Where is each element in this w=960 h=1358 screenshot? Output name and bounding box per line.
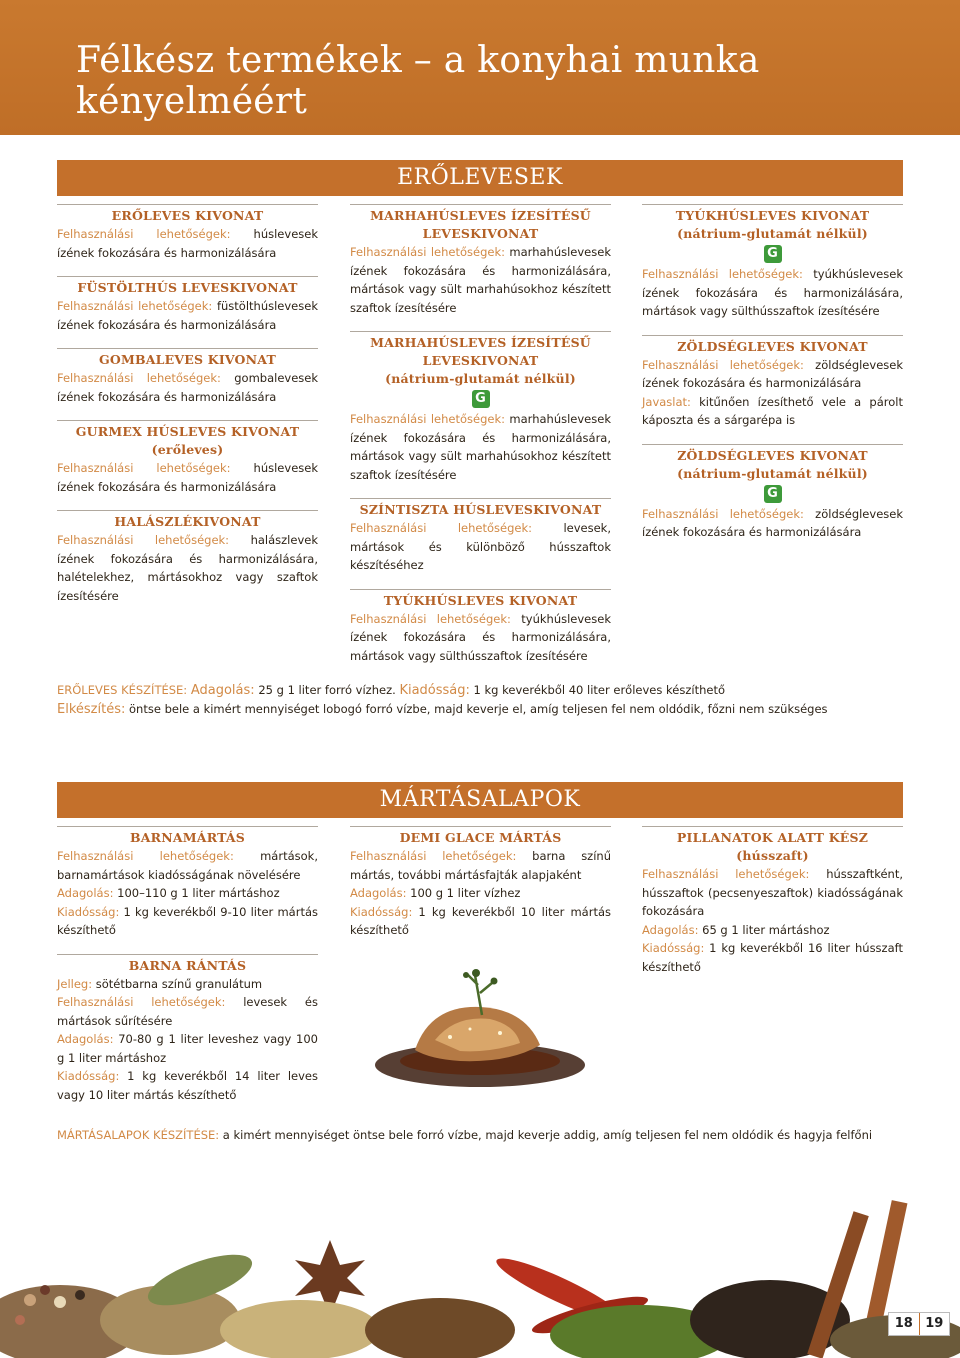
product-title [57,954,318,975]
page-number-right: 19 [925,1316,944,1331]
field-label: Kiadósság: [350,904,413,919]
field-label: Felhasználási lehetőségek: [642,506,804,521]
field-value: 1 kg keverékből 9-10 liter mártás készíthető [57,904,318,937]
product-description [350,243,611,317]
section-title: MÁRTÁSALAPOK [379,787,581,812]
product-title [57,204,318,225]
product-title-line: (hússzaft) [736,848,809,863]
product-description [350,610,611,666]
product-entry [57,276,318,334]
product-title-line: (nátrium-glutamát nélkül) [677,226,868,241]
product-entry [350,589,611,666]
field-value: 1 kg keverékből 14 liter leves vagy 10 liter mártás készíthető [57,1069,318,1102]
product-entry [350,498,611,575]
product-description [57,225,318,262]
preparation-note-eroleves [57,681,917,719]
note-text: a kimért mennyiséget öntse bele forró vízbe, majd keverje addig, amíg teljesen fel nem oldódik és hagyja felfőni [219,1128,873,1142]
product-title-line: FÜSTÖLTHÚS LEVESKIVONAT [77,280,298,295]
field-value: 100–110 g 1 liter mártáshoz [113,886,280,900]
product-title [642,826,903,865]
product-description [57,297,318,334]
product-title-line: MARHAHÚSLEVES ÍZESÍTÉSŰ [370,335,591,350]
product-title-line: (erőleves) [151,442,224,457]
product-title-line: SZÍNTISZTA HÚSLEVESKIVONAT [359,502,602,517]
product-title-line: ZÖLDSÉGLEVES KIVONAT [677,338,868,354]
field-label: Felhasználási lehetőségek: [642,267,803,281]
field-label: Felhasználási lehetőségek: [57,995,226,1009]
note-label: Adagolás: [190,683,255,698]
field-value: 1 kg keverékből 16 liter hússzaft készíthető [642,941,903,974]
field-label: Javaslat: [642,394,691,409]
product-description [350,519,611,575]
field-label: Jelleg: [57,976,93,991]
product-title-line: BARNA RÁNTÁS [128,957,247,973]
note-text: öntse bele a kimért mennyiséget lobogó forró vízbe, majd keverje el, amíg teljesen fel nem oldódik, főzni nem szükséges [125,702,828,716]
field-value: tyúkhúslevesek ízének fokozására és harmonizálására, mártások vagy sülthússzaftok ízesítésére [642,267,903,318]
column [57,826,318,1118]
field-label: Kiadósság: [57,904,120,919]
field-value: füstölthúslevesek ízének fokozására és harmonizálására [57,299,318,332]
product-title-line: MARHAHÚSLEVES ÍZESÍTÉSŰ [370,208,591,223]
section-band-eroleves [57,160,903,196]
product-title [57,826,318,847]
product-entry [642,444,903,542]
page-number-left: 18 [889,1313,920,1335]
field-value: marhahúslevesek ízének fokozására és harmonizálására, mártások vagy sült marhahúsokhoz készített szaftok ízesítésére [350,245,611,315]
field-value: levesek, mártások és különböző hússzaftok készítéséhez [350,521,611,572]
section-title: ERŐLEVESEK [397,165,563,190]
gluten-free-icon: G [472,390,490,408]
product-entry [57,348,318,406]
page-title: Félkész termékek – a konyhai munka kényelméért [76,40,760,122]
field-value: gombalevesek ízének fokozására és harmonizálására [57,371,318,404]
field-value: tyúkhúslevesek ízének fokozására és harmonizálására, mártások vagy sülthússzaftok ízesítésére [350,611,611,663]
dish-photo [360,945,600,1095]
product-title [642,335,903,356]
product-entry [642,204,903,321]
field-label: Adagolás: [350,886,407,900]
product-entry [350,826,611,940]
product-title-line: ERŐLEVES KIVONAT [111,208,264,223]
field-label: Felhasználási lehetőségek: [57,371,221,385]
field-value: halászlevek ízének fokozására és harmonizálására, halételekhez, mártásokhoz vagy szaftok ízesítésére [57,533,318,603]
product-description [642,505,903,542]
field-label: Felhasználási lehetőségek: [57,849,234,863]
field-value: 70-80 g 1 liter leveshez vagy 100 g 1 liter mártáshoz [57,1032,318,1065]
product-title-line: TYÚKHÚSLEVES KIVONAT [675,208,870,223]
gluten-free-icon: G [764,485,782,503]
product-entry [57,954,318,1105]
spices-photo [0,1150,960,1358]
product-title [57,276,318,297]
field-value: kitűnően ízesíthető vele a párolt káposzta és a sárgarépa is [642,394,903,427]
product-description [642,865,903,976]
product-title-line: LEVESKIVONAT [422,353,539,368]
field-label: Felhasználási lehetőségek: [57,533,230,547]
product-entry [57,204,318,262]
field-label: Felhasználási lehetőségek: [350,611,511,626]
field-label: Felhasználási lehetőségek: [57,461,231,475]
note-label: ERŐLEVES KÉSZÍTÉSE: [57,683,188,697]
product-title-line: GOMBALEVES KIVONAT [98,352,276,367]
field-value: levesek és mártások sűrítésére [57,995,318,1028]
field-label: Felhasználási lehetőségek: [350,521,532,535]
product-description [350,847,611,940]
product-title-line: LEVESKIVONAT [422,226,539,241]
product-title [350,589,611,610]
product-title [57,510,318,531]
product-title-line: HALÁSZLÉKIVONAT [114,514,261,529]
page-header [0,0,960,135]
field-label: Felhasználási lehetőségek: [350,245,505,259]
field-value: marhahúslevesek ízének fokozására és harmonizálására, mártások vagy sült marhahúsokhoz készített szaftok ízesítésére [350,412,611,482]
field-label: Adagolás: [57,886,114,900]
product-entry [350,204,611,317]
product-title [350,498,611,519]
product-title [350,331,611,388]
field-value: 100 g 1 liter vízhez [406,886,521,900]
gluten-free-icon: G [764,245,782,263]
product-entry [350,331,611,484]
product-description [57,847,318,940]
field-value: zöldséglevesek ízének fokozására és harmonizálására [642,357,903,390]
field-label: Kiadósság: [642,941,705,955]
field-label: Felhasználási lehetőségek: [350,849,517,863]
product-entry [642,335,903,430]
note-label: Elkészítés: [57,702,126,717]
field-value: hússzaftként, hússzaftok (pecsenyeszaftok) kiadósságának fokozására [642,867,903,918]
product-title [350,204,611,243]
column [642,826,903,990]
column [350,826,611,954]
field-label: Adagolás: [57,1032,114,1046]
product-entry [57,826,318,940]
field-value: sötétbarna színű granulátum [92,976,263,991]
column [57,204,318,619]
field-value: húslevesek ízének fokozására és harmonizálására [57,227,318,260]
column [350,204,611,679]
product-title-line: (nátrium-glutamát nélkül) [385,371,576,386]
product-description [57,531,318,605]
field-label: Kiadósság: [57,1069,120,1083]
note-label: Kiadósság: [399,683,470,698]
field-label: Felhasználási lehetőségek: [350,412,505,426]
product-description [57,459,318,496]
product-description [57,369,318,406]
product-title [57,420,318,459]
product-title [57,348,318,369]
product-description [642,265,903,321]
section-band-martasalapok [57,782,903,818]
field-value: 65 g 1 liter mártáshoz [698,922,830,937]
product-title-line: ZÖLDSÉGLEVES KIVONAT [677,447,868,463]
product-title [642,444,903,483]
page-numbers [888,1312,950,1336]
product-description [642,356,903,430]
product-title-line: BARNAMÁRTÁS [129,830,246,845]
product-title-line: GURMEX HÚSLEVES KIVONAT [75,424,300,439]
product-title [642,204,903,243]
note-text: 25 g 1 liter forró vízhez. [254,683,396,697]
product-entry [57,420,318,496]
field-value: mártások, barnamártások kiadósságának növelésére [57,849,318,882]
field-value: barna színű mártás, további mártásfajták alapjaként [350,849,611,882]
column [642,204,903,556]
field-label: Felhasználási lehetőségek: [642,867,810,881]
field-value: 1 kg keverékből 10 liter mártás készíthető [350,904,611,937]
product-title-line: (nátrium-glutamát nélkül) [677,465,868,481]
field-label: Adagolás: [642,922,699,937]
product-title-line: PILLANATOK ALATT KÉSZ [676,830,869,845]
product-description [350,410,611,484]
field-label: Felhasználási lehetőségek: [57,299,213,313]
product-entry [57,510,318,605]
preparation-note-martasalapok [57,1126,917,1144]
note-label: MÁRTÁSALAPOK KÉSZÍTÉSE: [57,1128,220,1142]
field-value: húslevesek ízének fokozására és harmonizálására [57,461,318,494]
product-title-line: TYÚKHÚSLEVES KIVONAT [383,592,578,608]
product-description [57,975,318,1105]
product-title [350,826,611,847]
product-entry [642,826,903,976]
field-value: zöldséglevesek ízének fokozására és harmonizálására [642,506,903,539]
field-label: Felhasználási lehetőségek: [57,227,231,241]
note-text: 1 kg keverékből 40 liter erőleves készíthető [469,683,725,697]
field-label: Felhasználási lehetőségek: [642,357,804,372]
product-title-line: DEMI GLACE MÁRTÁS [399,830,562,845]
